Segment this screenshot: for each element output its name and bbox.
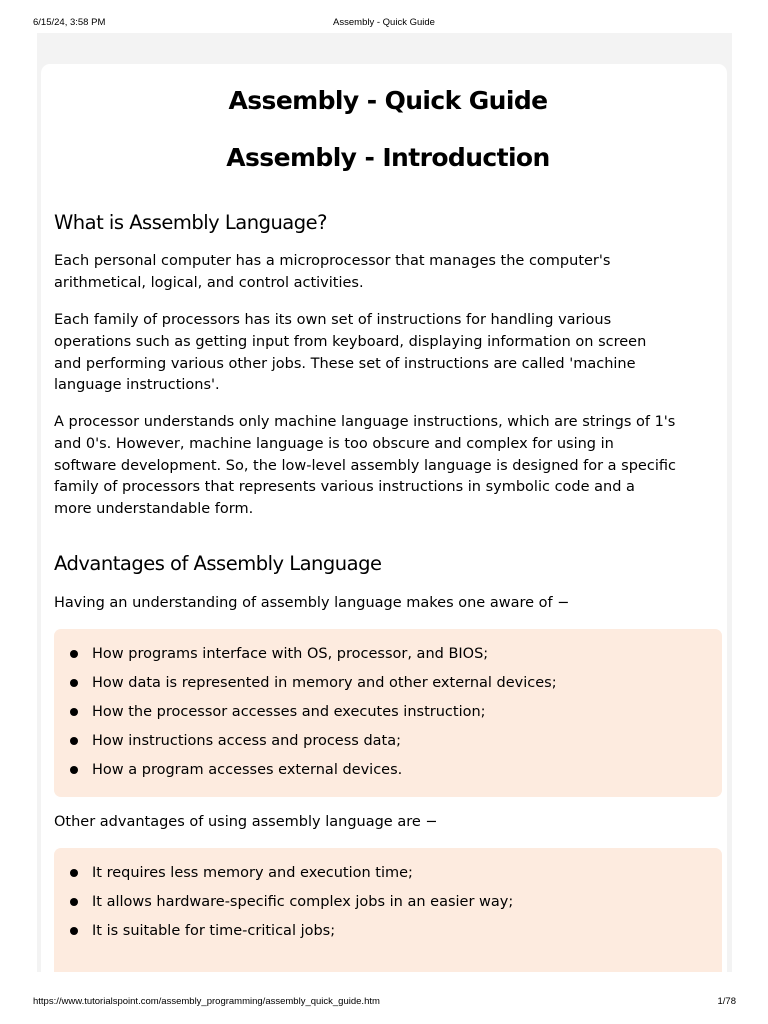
page-background [37,33,732,972]
bullet-icon [70,927,78,935]
paragraph-line: A processor understands only machine language instructions, which are strings of 1's [54,414,676,430]
article-title: Assembly - Quick Guide [228,86,548,115]
list-item-text: It requires less memory and execution time; [92,865,413,881]
paragraph-line: language instructions'. [54,377,220,394]
list-item-text: It allows hardware-specific complex jobs in an easier way; [92,894,514,910]
list-item-text: How a program accesses external devices. [92,762,403,778]
print-page-number: 1/78 [717,996,736,1007]
bullet-icon [70,650,78,658]
article-card [41,64,727,972]
paragraph-line: operations such as getting input from keyboard, displaying information on screen [54,333,647,350]
print-header [0,17,768,29]
paragraph-line: Each family of processors has its own set of instructions for handling various [54,312,612,328]
bullet-icon [70,766,78,774]
bullet-icon [70,737,78,745]
bullet-icon [70,869,78,877]
paragraph-instruction-set [54,310,726,397]
section-heading-what-is-assembly: What is Assembly Language? [54,211,327,234]
paragraph-line: Each personal computer has a microprocessor that manages the computer's [54,253,611,269]
paragraph-line: more understandable form. [54,501,254,518]
chapter-title: Assembly - Introduction [226,143,550,172]
bullet-icon [70,679,78,687]
list-item-text: How instructions access and process data; [92,733,401,749]
paragraph-microprocessor [54,251,726,295]
paragraph-line: software development. So, the low-level assembly language is designed for a specific [54,457,676,474]
paragraph-machine-language [54,412,726,521]
paragraph-line: and performing various other jobs. These set of instructions are called 'machine [54,355,636,372]
print-datetime: 6/15/24, 3:58 PM [33,17,106,28]
advantages-intro [54,593,726,615]
bullet-icon [70,708,78,716]
print-footer [0,996,768,1008]
awareness-list-box [54,629,722,797]
paragraph-line: family of processors that represents various instructions in symbolic code and a [54,479,635,496]
print-page-title: Assembly - Quick Guide [333,17,435,28]
paragraph-line: Other advantages of using assembly language are − [54,814,438,830]
paragraph-line: arithmetical, logical, and control activities. [54,274,364,291]
list-item-text: How programs interface with OS, processor, and BIOS; [92,646,489,662]
list-item-text: How the processor accesses and executes instruction; [92,704,486,720]
list-item-text: It is suitable for time-critical jobs; [92,923,336,939]
other-advantages-intro [54,812,726,834]
paragraph-line: Having an understanding of assembly language makes one aware of − [54,595,570,611]
other-advantages-list-box [54,848,722,972]
section-heading-advantages: Advantages of Assembly Language [54,552,382,575]
paragraph-line: and 0's. However, machine language is too obscure and complex for using in [54,435,614,452]
list-item-text: How data is represented in memory and other external devices; [92,675,557,691]
print-url: https://www.tutorialspoint.com/assembly_programming/assembly_quick_guide.htm [33,996,380,1007]
bullet-icon [70,898,78,906]
